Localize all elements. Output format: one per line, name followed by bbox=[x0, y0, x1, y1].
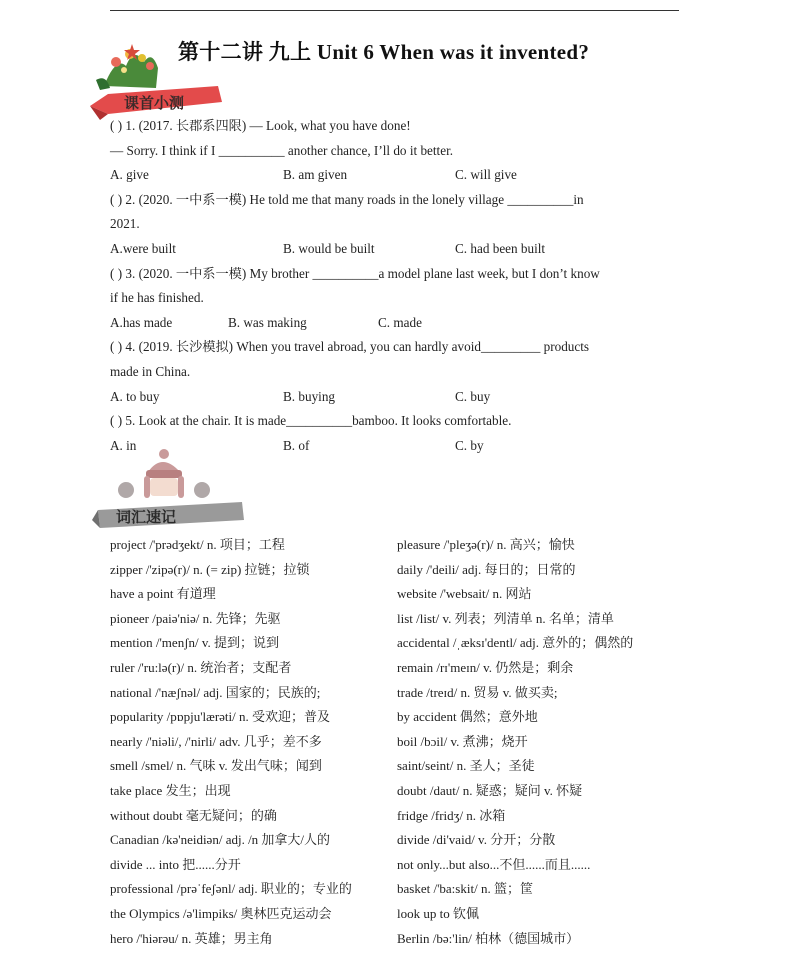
question-2-option-c: C. had been built bbox=[455, 241, 546, 256]
vocab-left-item: zipper /'zipə(r)/ n. (= zip) 拉链；拉锁 bbox=[110, 561, 310, 577]
question-1-option-a: A. give bbox=[110, 167, 149, 183]
vocab-right-item: daily /'deili/ adj. 每日的；日常的 bbox=[397, 561, 576, 577]
question-2-line-2: 2021. bbox=[110, 216, 140, 232]
vocab-right-item: trade /treɪd/ n. 贸易 v. 做买卖; bbox=[397, 684, 558, 700]
question-5-option-a: A. in bbox=[110, 437, 137, 453]
question-3-line-2: if he has finished. bbox=[110, 290, 204, 306]
vocab-left-item: have a point 有道理 bbox=[110, 586, 216, 602]
vocab-left-item: ruler /'ru:lə(r)/ n. 统治者；支配者 bbox=[110, 660, 292, 675]
question-1-line-2: — Sorry. I think if I __________ another chance, I’ll do it better. bbox=[110, 142, 454, 158]
vocab-left-item: professional /prəˈfeʃənl/ adj. 职业的；专业的 bbox=[110, 881, 352, 897]
vocab-left-item: Canadian /kə'neidiən/ adj. /n 加拿大/人的 bbox=[110, 832, 331, 848]
vocab-right-item: fridge /fridʒ/ n. 冰箱 bbox=[397, 807, 506, 823]
vocab-right-item: not only...but also...不但......而且...... bbox=[397, 856, 591, 872]
section2-banner-label: 词汇速记 bbox=[116, 508, 177, 526]
vocab-right-item: website /'websait/ n. 网站 bbox=[397, 586, 532, 602]
question-5-option-b: B. of bbox=[283, 437, 310, 453]
vocab-right-item: doubt /daut/ n. 疑惑；疑问 v. 怀疑 bbox=[397, 783, 583, 798]
vocab-right-item: divide /di'vaid/ v. 分开；分散 bbox=[397, 832, 556, 848]
vocab-left-item: without doubt 毫无疑问；的确 bbox=[110, 807, 277, 823]
vocab-left-item: project /'prədʒekt/ n. 项目；工程 bbox=[110, 537, 285, 552]
question-2-option-b: B. would be built bbox=[283, 241, 375, 256]
vocab-left-item: national /'næʃnəl/ adj. 国家的；民族的; bbox=[110, 684, 321, 700]
question-2-line-1: ( ) 2. (2020. 一中系一模) He told me that many roads in the lonely village __________in bbox=[110, 191, 584, 207]
vocab-right-item: Berlin /bə:'lin/ 柏林（德国城市） bbox=[397, 930, 580, 946]
question-4-line-1: ( ) 4. (2019. 长沙模拟) When you travel abroad, you can hardly avoid_________ products bbox=[110, 339, 590, 355]
question-1-option-c: C. will give bbox=[455, 167, 517, 183]
question-3-option-b: B. was making bbox=[228, 314, 307, 330]
vocab-right-item: remain /rɪ'meɪn/ v. 仍然是；剩余 bbox=[397, 660, 574, 675]
question-3-option-a: A.has made bbox=[110, 314, 173, 330]
page-title: 第十二讲 九上 Unit 6 When was it invented? bbox=[178, 40, 590, 64]
question-5-line-1: ( ) 5. Look at the chair. It is made__________bamboo. It looks comfortable. bbox=[110, 413, 512, 429]
vocab-left-item: the Olympics /ə'limpiks/ 奥林匹克运动会 bbox=[110, 906, 332, 921]
question-4-option-a: A. to buy bbox=[110, 388, 160, 404]
question-5-option-c: C. by bbox=[455, 437, 484, 453]
question-1-option-b: B. am given bbox=[283, 167, 348, 183]
vocab-right-item: look up to 钦佩 bbox=[397, 906, 479, 921]
vocab-left-item: smell /smel/ n. 气味 v. 发出气味；闻到 bbox=[110, 758, 322, 774]
vocab-right-item: boil /bɔil/ v. 煮沸；烧开 bbox=[397, 733, 528, 749]
vocab-left-item: popularity /pɒpju'lærəti/ n. 受欢迎；普及 bbox=[110, 709, 331, 725]
vocab-left-item: hero /'hiərəu/ n. 英雄；男主角 bbox=[110, 930, 273, 946]
vocab-left-item: divide ... into 把......分开 bbox=[110, 856, 241, 872]
winter-hat-character-icon bbox=[118, 449, 210, 498]
question-1-line-1: ( ) 1. (2017. 长郡系四限) — Look, what you have done! bbox=[110, 118, 411, 133]
vocab-right-item: by accident 偶然；意外地 bbox=[397, 709, 538, 725]
question-4-option-b: B. buying bbox=[283, 388, 336, 404]
question-4-option-c: C. buy bbox=[455, 388, 491, 404]
flower-bouquet-icon bbox=[96, 44, 158, 90]
section2-banner-graphic bbox=[92, 448, 252, 534]
vocab-right-item: basket /'ba:skit/ n. 篮；筐 bbox=[397, 881, 533, 897]
vocab-left-item: pioneer /paiə'niə/ n. 先锋；先驱 bbox=[110, 610, 281, 626]
top-rule bbox=[110, 10, 679, 11]
section1-banner-label: 课首小测 bbox=[124, 94, 185, 112]
vocab-right-item: accidental /ˌæksɪ'dentl/ adj. 意外的；偶然的 bbox=[397, 635, 634, 651]
vocab-right-item: saint/seint/ n. 圣人；圣徒 bbox=[397, 758, 535, 774]
vocab-right-item: pleasure /'pleʒə(r)/ n. 高兴；愉快 bbox=[397, 537, 575, 552]
vocab-left-item: mention /'menʃn/ v. 提到；说到 bbox=[110, 635, 280, 651]
question-4-line-2: made in China. bbox=[110, 364, 191, 379]
question-3-line-1: ( ) 3. (2020. 一中系一模) My brother __________a model plane last week, but I don’t know bbox=[110, 265, 600, 281]
question-3-option-c: C. made bbox=[378, 314, 422, 330]
vocab-left-item: take place 发生；出现 bbox=[110, 783, 231, 798]
vocab-right-item: list /list/ v. 列表；列清单 n. 名单；清单 bbox=[397, 610, 614, 626]
vocab-left-item: nearly /'niəli/, /'nirli/ adv. 几乎；差不多 bbox=[110, 733, 322, 749]
question-2-option-a: A.were built bbox=[110, 241, 176, 256]
